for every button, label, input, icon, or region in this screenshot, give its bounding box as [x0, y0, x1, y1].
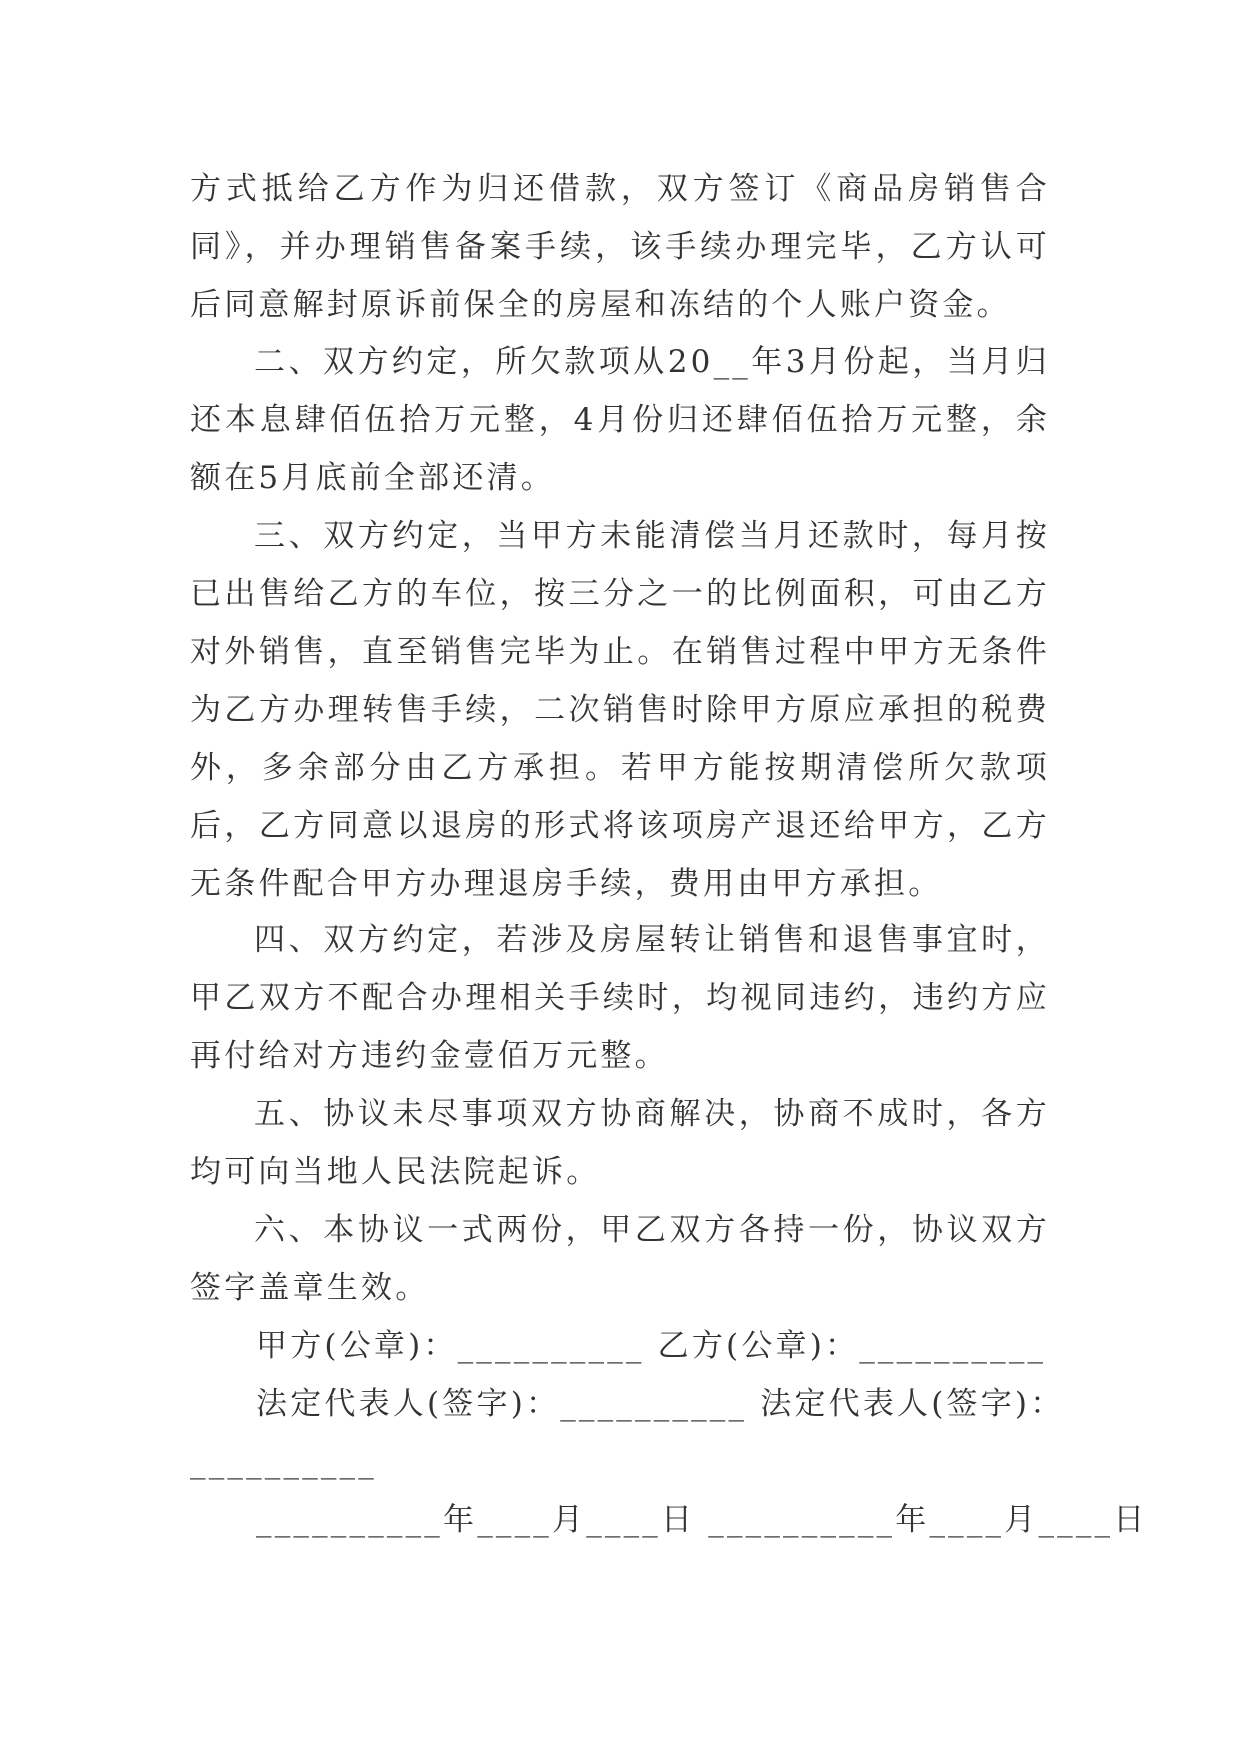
signature-representative-line: 法定代表人(签字)：__________ 法定代表人(签字)：: [256, 1386, 1065, 1422]
clause-3: 三、双方约定，当甲方未能清偿当月还款时，每月按已出售给乙方的车位，按三分之一的比例面积，可由乙方对外销售，直至销售完毕为止。在销售过程中甲方无条件为乙方办理转售手续，二次销售时除甲方原应承担的税费外，多余部分由乙方承担。若甲方能按期清偿所欠款项后，乙方同意以退房的形式将该项房产退还给甲方，乙方无条件配合甲方办理退房手续，费用由甲方承担。: [190, 518, 1050, 902]
clause-6: 六、本协议一式两份，甲乙双方各持一份，协议双方签字盖章生效。: [190, 1212, 1050, 1306]
signature-party-line: 甲方(公章)：__________ 乙方(公章)：__________: [256, 1328, 1047, 1364]
signature-representative-blank: __________: [190, 1444, 377, 1480]
paragraph-intro: 方式抵给乙方作为归还借款，双方签订《商品房销售合同》，并办理销售备案手续，该手续办理完毕，乙方认可后同意解封原诉前保全的房屋和冻结的个人账户资金。: [190, 171, 1050, 323]
clause-4: 四、双方约定，若涉及房屋转让销售和退售事宜时，甲乙双方不配合办理相关手续时，均视同违约，违约方应再付给对方违约金壹佰万元整。: [190, 922, 1050, 1074]
signature-date-line: __________年____月____日 __________年____月____日: [256, 1502, 1148, 1538]
clause-5: 五、协议未尽事项双方协商解决，协商不成时，各方均可向当地人民法院起诉。: [190, 1096, 1050, 1190]
clause-2: 二、双方约定，所欠款项从20__年3月份起，当月归还本息肆佰伍拾万元整，4月份归还肆佰伍拾万元整，余额在5月底前全部还清。: [190, 344, 1050, 496]
